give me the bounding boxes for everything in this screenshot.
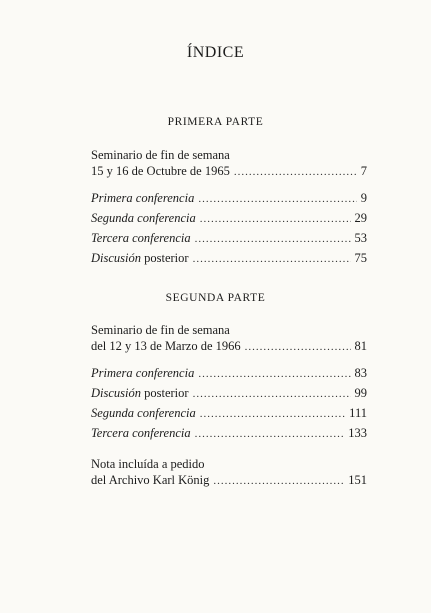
toc-section-1 bbox=[91, 147, 367, 270]
toc-group-row[interactable] bbox=[91, 163, 367, 183]
toc-entry-label bbox=[91, 385, 189, 401]
leader-dots bbox=[213, 473, 344, 489]
toc-page-number: 99 bbox=[354, 386, 367, 400]
toc-entry-label: Primera conferencia bbox=[91, 366, 195, 380]
leader-dots bbox=[200, 406, 345, 422]
part-heading-1: PRIMERA PARTE bbox=[167, 116, 264, 128]
toc-group-title: Seminario de fin de semana bbox=[91, 148, 230, 162]
toc-note-line2: del Archivo Karl König bbox=[91, 473, 210, 487]
toc-note bbox=[91, 456, 367, 492]
toc-entry-label-italic: Discusión bbox=[91, 386, 141, 400]
leader-dots bbox=[195, 231, 351, 247]
toc-entry-label-plain: posterior bbox=[141, 251, 189, 265]
page-title: ÍNDICE bbox=[186, 44, 245, 61]
toc-entry[interactable] bbox=[91, 365, 367, 385]
part-heading-2: SEGUNDA PARTE bbox=[165, 292, 266, 304]
toc-entry-label: Tercera conferencia bbox=[91, 231, 191, 245]
toc-page-number: 53 bbox=[354, 231, 367, 245]
toc-entry-label: Primera conferencia bbox=[91, 191, 195, 205]
toc-page-number: 7 bbox=[360, 164, 367, 178]
toc-entry-label: Tercera conferencia bbox=[91, 426, 191, 440]
toc-entry[interactable] bbox=[91, 425, 367, 445]
toc-entry-label: Segunda conferencia bbox=[91, 211, 196, 225]
toc-section-2 bbox=[91, 322, 367, 445]
leader-dots bbox=[193, 386, 351, 402]
toc-note-row[interactable] bbox=[91, 472, 367, 492]
leader-dots bbox=[234, 164, 357, 180]
leader-dots bbox=[198, 366, 350, 382]
toc-page-number: 9 bbox=[360, 191, 367, 205]
toc-group-title: Seminario de fin de semana bbox=[91, 323, 230, 337]
toc-page-number: 75 bbox=[354, 251, 367, 265]
toc-page-number: 29 bbox=[354, 211, 367, 225]
toc-group-date: del 12 y 13 de Marzo de 1966 bbox=[91, 339, 241, 353]
leader-dots bbox=[195, 426, 345, 442]
toc-entry-label: Segunda conferencia bbox=[91, 406, 196, 420]
leader-dots bbox=[193, 251, 351, 267]
toc-entry-label-plain: posterior bbox=[141, 386, 189, 400]
toc-page-number: 151 bbox=[348, 473, 367, 487]
leader-dots bbox=[245, 339, 351, 355]
leader-dots bbox=[200, 211, 351, 227]
toc-group-date: 15 y 16 de Octubre de 1965 bbox=[91, 164, 230, 178]
toc-entry[interactable] bbox=[91, 190, 367, 210]
toc-entry[interactable] bbox=[91, 210, 367, 230]
leader-dots bbox=[198, 191, 356, 207]
toc-page-number: 133 bbox=[348, 426, 367, 440]
toc-entry[interactable] bbox=[91, 250, 367, 270]
toc-entry-label bbox=[91, 250, 189, 266]
toc-note-line1: Nota incluída a pedido bbox=[91, 457, 205, 471]
toc-entry[interactable] bbox=[91, 230, 367, 250]
toc-entry-label-italic: Discusión bbox=[91, 251, 141, 265]
toc-page-number: 111 bbox=[349, 406, 367, 420]
toc-page-number: 81 bbox=[354, 339, 367, 353]
toc-entry[interactable] bbox=[91, 385, 367, 405]
toc-entry[interactable] bbox=[91, 405, 367, 425]
toc-page-number: 83 bbox=[354, 366, 367, 380]
toc-group-row[interactable] bbox=[91, 338, 367, 358]
